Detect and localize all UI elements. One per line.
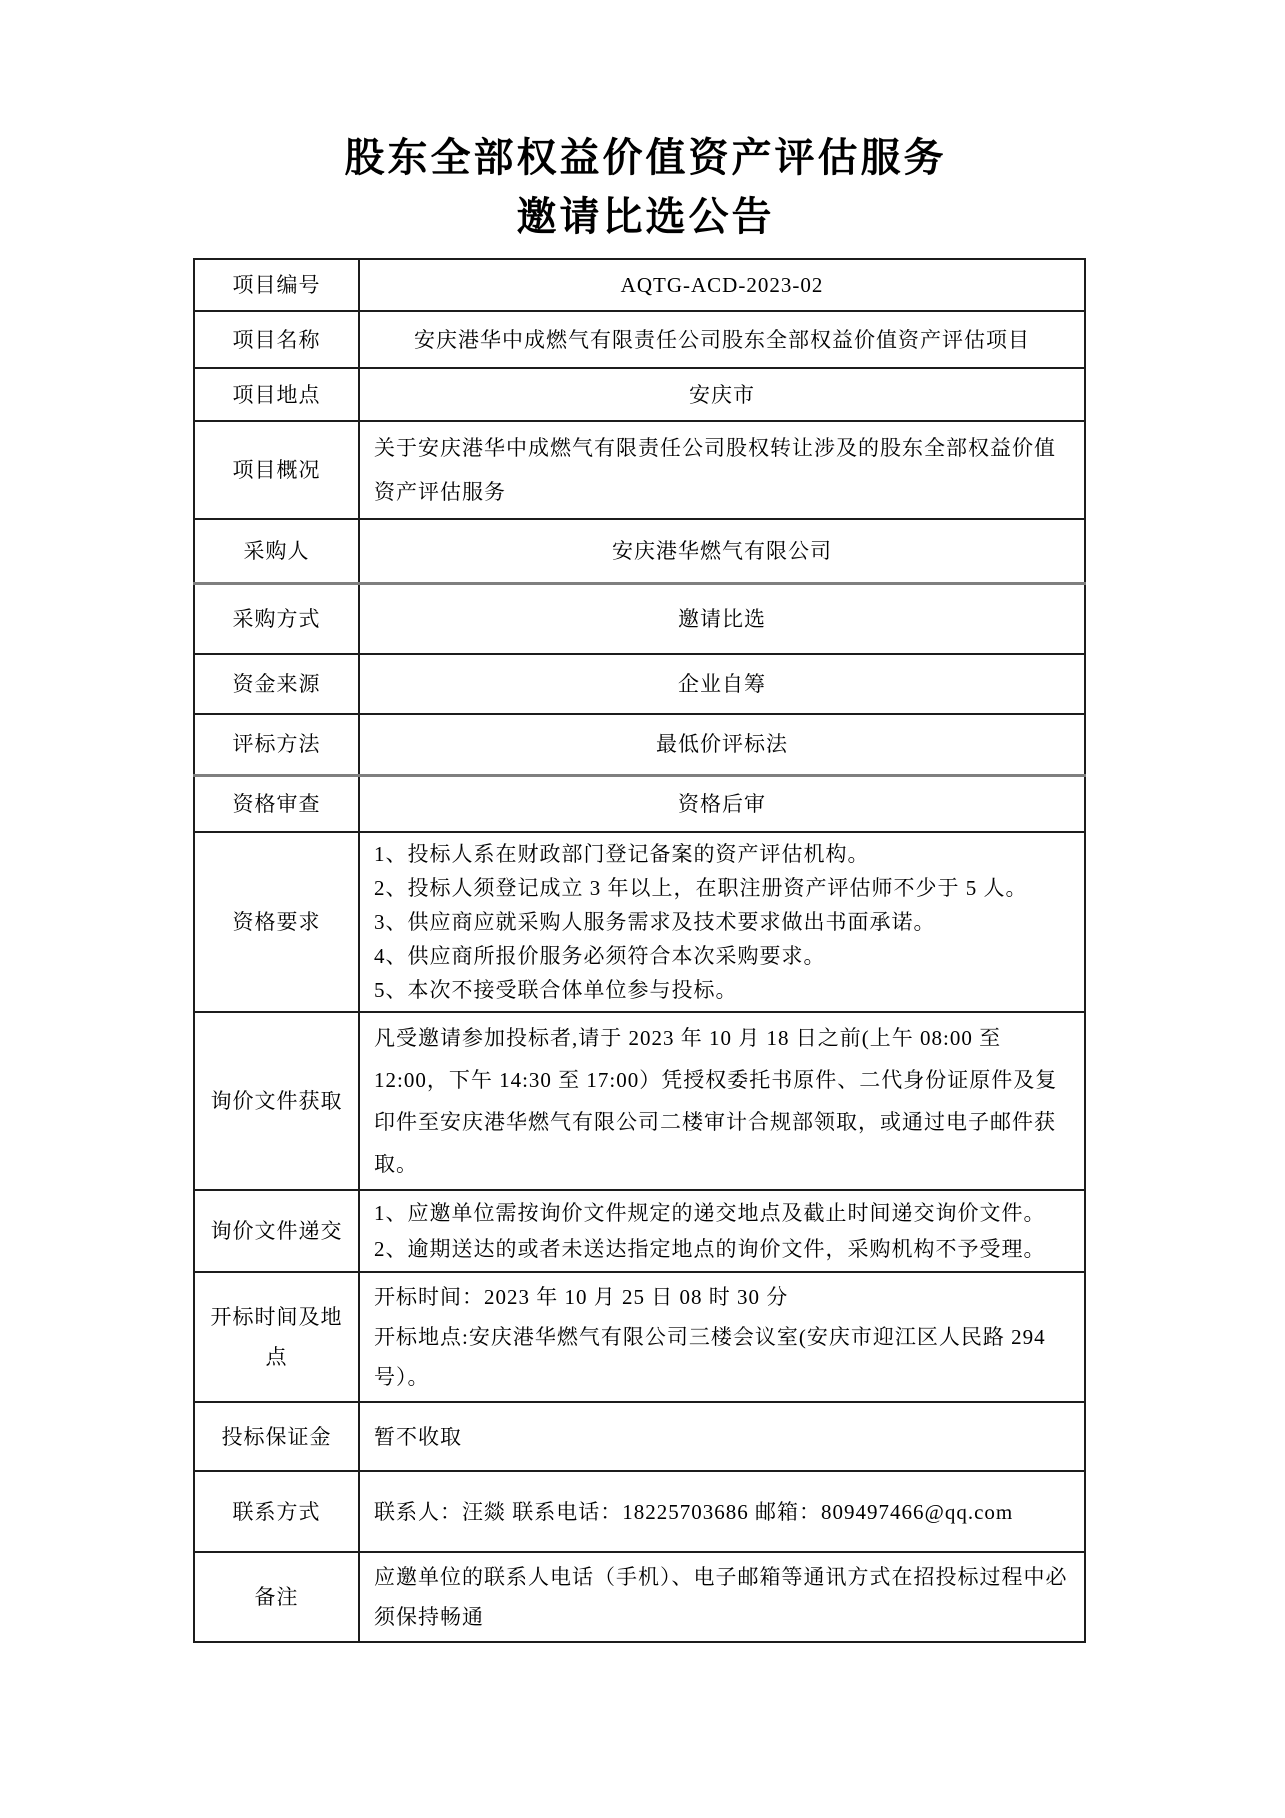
row-label: 项目概况 [194, 421, 359, 519]
row-value: 安庆港华燃气有限公司 [359, 519, 1085, 583]
row-value: 凡受邀请参加投标者,请于 2023 年 10 月 18 日之前(上午 08:00 至 12:00，下午 14:30 至 17:00）凭授权委托书原件、二代身份证原件及复印件至安庆港华燃气有限公司二楼审计合规部领取，或通过电子邮件获取。 [359, 1012, 1085, 1190]
row-label: 采购人 [194, 519, 359, 583]
row-value [359, 832, 1085, 1012]
table-row [194, 654, 1085, 714]
value-line: 2、逾期送达的或者未送达指定地点的询价文件，采购机构不予受理。 [374, 1237, 1046, 1261]
row-label: 评标方法 [194, 714, 359, 775]
value-line: 4、供应商所报价服务必须符合本次采购要求。 [374, 944, 826, 968]
row-label: 采购方式 [194, 583, 359, 654]
row-label: 投标保证金 [194, 1402, 359, 1471]
row-value [359, 1190, 1085, 1272]
row-label: 开标时间及地点 [194, 1272, 359, 1402]
value-line: 1、应邀单位需按询价文件规定的递交地点及截止时间递交询价文件。 [374, 1201, 1046, 1225]
row-value: 关于安庆港华中成燃气有限责任公司股权转让涉及的股东全部权益价值资产评估服务 [359, 421, 1085, 519]
row-label: 项目编号 [194, 259, 359, 311]
table-row [194, 775, 1085, 832]
table-row [194, 1012, 1085, 1190]
row-label: 项目地点 [194, 368, 359, 421]
row-label: 联系方式 [194, 1471, 359, 1552]
table-row [194, 259, 1085, 311]
row-label: 资格要求 [194, 832, 359, 1012]
table-row [194, 311, 1085, 368]
value-line: 开标时间：2023 年 10 月 25 日 08 时 30 分 [374, 1285, 789, 1309]
table-row [194, 421, 1085, 519]
table-row [194, 1402, 1085, 1471]
table-row [194, 368, 1085, 421]
row-value: 联系人：汪燚 联系电话：18225703686 邮箱：809497466@qq.com [359, 1471, 1085, 1552]
row-value: 资格后审 [359, 775, 1085, 832]
table-row [194, 1471, 1085, 1552]
page-subtitle: 邀请比选公告 [516, 194, 775, 239]
row-label: 询价文件获取 [194, 1012, 359, 1190]
row-value: 企业自筹 [359, 654, 1085, 714]
table-row [194, 519, 1085, 583]
row-value: 安庆港华中成燃气有限责任公司股东全部权益价值资产评估项目 [359, 311, 1085, 368]
value-line: 开标地点:安庆港华燃气有限公司三楼会议室(安庆市迎江区人民路 294 号）。 [374, 1325, 1046, 1389]
row-label: 项目名称 [194, 311, 359, 368]
document-title-block [193, 128, 1098, 246]
page-title: 股东全部权益价值资产评估服务 [344, 135, 947, 180]
row-label: 资金来源 [194, 654, 359, 714]
row-value: 安庆市 [359, 368, 1085, 421]
announcement-table [193, 258, 1086, 1643]
row-value: 应邀单位的联系人电话（手机）、电子邮箱等通讯方式在招投标过程中必须保持畅通 [359, 1552, 1085, 1642]
row-value: AQTG-ACD-2023-02 [359, 259, 1085, 311]
table-row [194, 1272, 1085, 1402]
value-line: 1、投标人系在财政部门登记备案的资产评估机构。 [374, 842, 870, 866]
value-line: 3、供应商应就采购人服务需求及技术要求做出书面承诺。 [374, 910, 936, 934]
row-value: 暂不收取 [359, 1402, 1085, 1471]
row-label: 资格审查 [194, 775, 359, 832]
table-row [194, 714, 1085, 775]
row-value [359, 1272, 1085, 1402]
table-row [194, 1190, 1085, 1272]
row-label: 备注 [194, 1552, 359, 1642]
table-row [194, 583, 1085, 654]
row-value: 最低价评标法 [359, 714, 1085, 775]
table-row [194, 832, 1085, 1012]
value-line: 5、本次不接受联合体单位参与投标。 [374, 978, 738, 1002]
value-line: 2、投标人须登记成立 3 年以上，在职注册资产评估师不少于 5 人。 [374, 876, 1028, 900]
table-row [194, 1552, 1085, 1642]
row-value: 邀请比选 [359, 583, 1085, 654]
row-label: 询价文件递交 [194, 1190, 359, 1272]
